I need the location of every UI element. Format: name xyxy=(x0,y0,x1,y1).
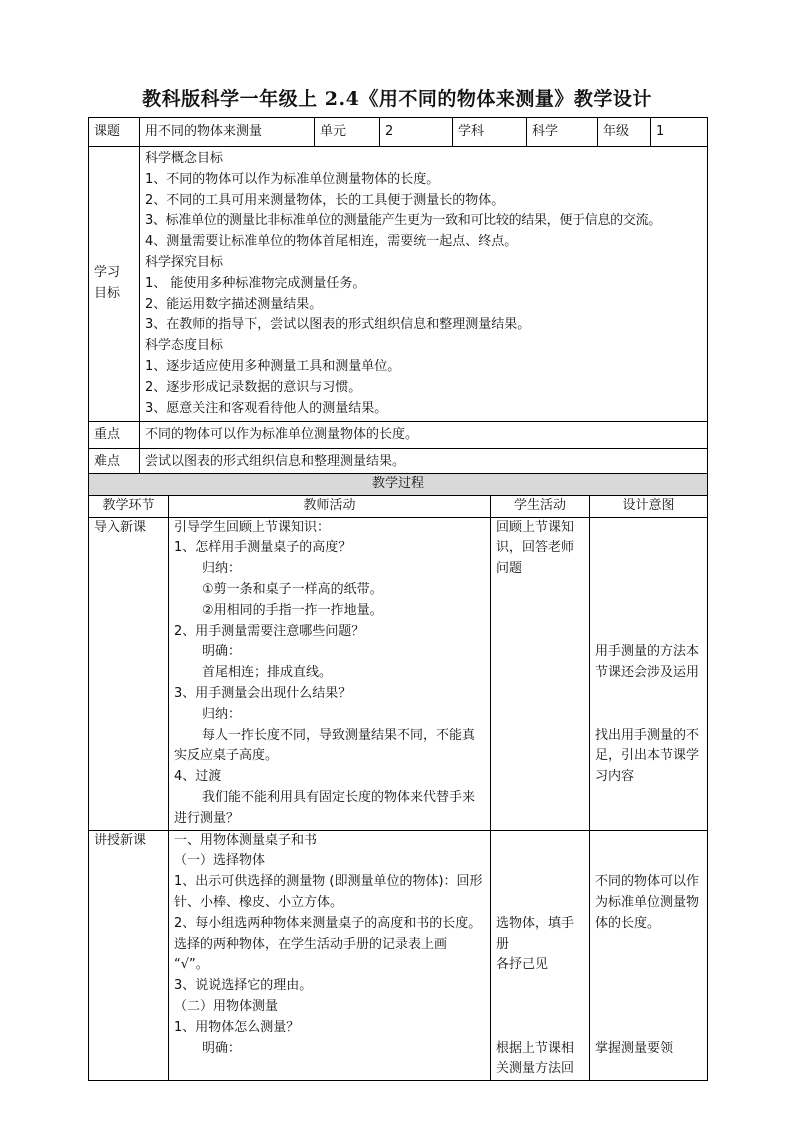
goal-heading: 科学概念目标 xyxy=(145,151,224,166)
key-point-text: 不同的物体可以作为标准单位测量物体的长度。 xyxy=(140,422,708,449)
difficulty-label: 难点 xyxy=(89,449,140,476)
intro-stage: 导入新课 xyxy=(89,517,169,830)
teaching-process-table xyxy=(88,473,708,1081)
subject-value: 科学 xyxy=(527,118,598,147)
meta-row xyxy=(89,118,708,147)
goal-item: 2、逐步形成记录数据的意识与习惯。 xyxy=(145,379,362,395)
goal-item: 1、逐步适应使用多种测量工具和测量单位。 xyxy=(145,358,401,374)
intro-row xyxy=(89,517,708,830)
goal-heading: 科学态度目标 xyxy=(145,338,224,354)
intro-teacher-activity: 引导学生回顾上节课知识： 1、怎样用手测量桌子的高度？ 归纳： ①剪一条和桌子一样高的纸带。 ②用相同的手指一拃一拃地量。 2、用手测量需要注意哪些问题？ 明确： 首尾相连；排成直线。 3、用手测量会出现什么结果？ 归纳： 每人一拃长度不同，导致测量结果不同，不能真实反应桌子高度。 4、过渡 我们能不能利用具有固定长度的物体来代替手来进行测量？ xyxy=(169,517,491,830)
difficulty-text: 尝试以图表的形式组织信息和整理测量结果。 xyxy=(140,449,708,476)
grade-label: 年级 xyxy=(598,118,651,147)
unit-label: 单元 xyxy=(315,118,380,147)
intro-student-activity: 回顾上节课知识，回答老师问题 xyxy=(491,517,590,830)
grade-value: 1 xyxy=(651,118,708,147)
header-intent: 设计意图 xyxy=(590,495,708,517)
topic-value: 用不同的物体来测量 xyxy=(140,118,315,147)
difficulty-row xyxy=(89,449,708,476)
key-point-row xyxy=(89,422,708,449)
subject-label: 学科 xyxy=(453,118,527,147)
goals-label: 学习 目标 xyxy=(89,147,140,422)
goal-item: 2、不同的工具可用来测量物体，长的工具便于测量长的物体。 xyxy=(145,192,505,208)
goal-item: 1、不同的物体可以作为标准单位测量物体的长度。 xyxy=(145,171,440,187)
goals-content xyxy=(140,147,708,422)
process-banner: 教学过程 xyxy=(89,474,708,496)
lesson-teacher-activity: 一、用物体测量桌子和书 （一）选择物体 1、出示可供选择的测量物 (即测量单位的物体)：回形针、小棒、橡皮、小立方体。 2、每小组选两种物体来测量桌子的高度和书的长度。选择的两种物体，在学生活动手册的记录表上画 “√”。 3、说说选择它的理由。 （二）用物体测量 1、用物体怎么测量？ 明确： xyxy=(169,830,491,1081)
goal-item: 3、愿意关注和客观看待他人的测量结果。 xyxy=(145,400,388,416)
goal-item: 3、标准单位的测量比非标准单位的测量能产生更为一致和可比较的结果，便于信息的交流。 xyxy=(145,213,661,229)
goal-item: 4、测量需要让标准单位的物体首尾相连，需要统一起点、终点。 xyxy=(145,234,518,250)
goal-item: 1、 能使用多种标准物完成测量任务。 xyxy=(145,275,366,291)
process-banner-row xyxy=(89,474,708,496)
lesson-stage: 讲授新课 xyxy=(89,830,169,1081)
goal-item: 3、在教师的指导下，尝试以图表的形式组织信息和整理测量结果。 xyxy=(145,317,531,333)
document-title: 教科版科学一年级上 2.4《用不同的物体来测量》教学设计 xyxy=(142,88,652,110)
header-student: 学生活动 xyxy=(491,495,590,517)
lesson-design-intent: 不同的物体可以作为标准单位测量物体的长度。 掌握测量要领 xyxy=(590,830,708,1081)
header-stage: 教学环节 xyxy=(89,495,169,517)
key-point-label: 重点 xyxy=(89,422,140,449)
process-header-row xyxy=(89,495,708,517)
goals-row xyxy=(89,147,708,422)
lesson-student-activity: 选物体，填手册 各抒己见 根据上节课相关测量方法回 xyxy=(491,830,590,1081)
goal-heading: 科学探究目标 xyxy=(145,254,224,270)
intro-design-intent: 用手测量的方法本节课还会涉及运用 找出用手测量的不足，引出本节课学习内容 xyxy=(590,517,708,830)
lesson-row xyxy=(89,830,708,1081)
header-teacher: 教师活动 xyxy=(169,495,491,517)
topic-label: 课题 xyxy=(89,118,140,147)
unit-value: 2 xyxy=(380,118,453,147)
lesson-info-table xyxy=(88,117,708,476)
goal-item: 2、能运用数字描述测量结果。 xyxy=(145,296,323,312)
